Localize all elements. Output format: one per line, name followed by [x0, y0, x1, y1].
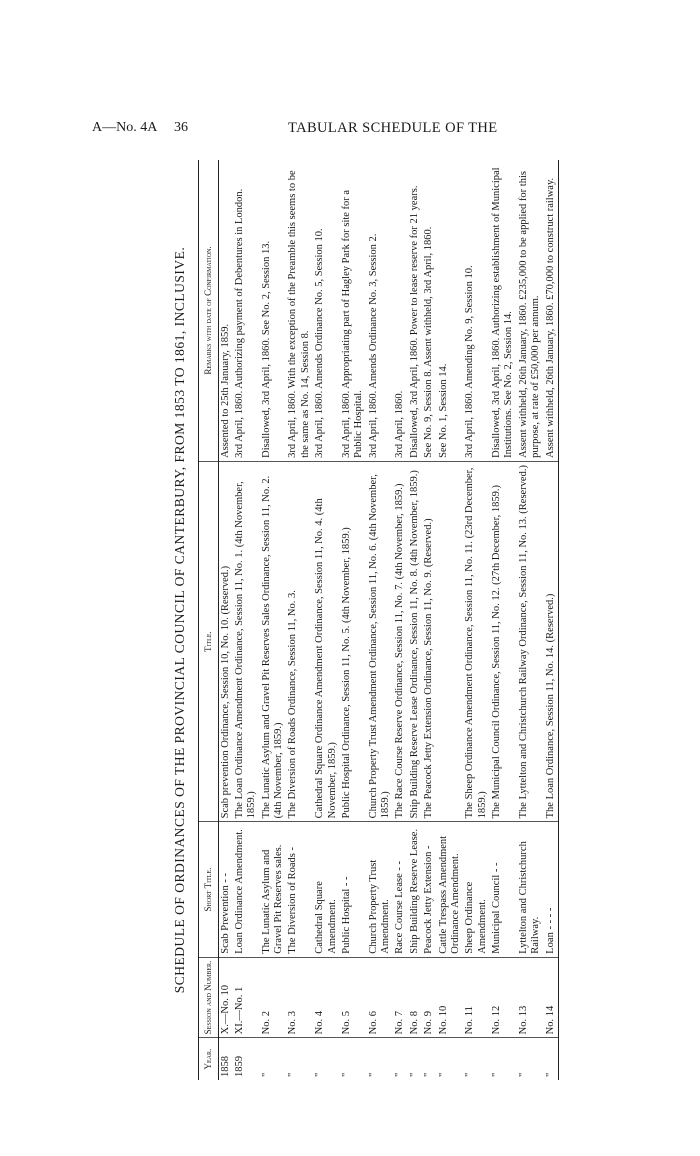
table-row — [340, 160, 367, 1080]
cell-remarks: See No. 9, Session 8. Assent withheld, 3rd April, 1860. — [422, 160, 436, 461]
cell-remarks: 3rd April, 1860. With the exception of the Preamble this seems to be the same as No. 14, Session 8. — [286, 160, 313, 461]
cell-remarks: 3rd April, 1860. Amends Ordinance No. 5, Session 10. — [313, 160, 340, 461]
cell-remarks: Disallowed, 3rd April, 1860. Power to lease reserve for 21 years. — [408, 160, 422, 461]
cell-year: " — [260, 1072, 272, 1077]
cell-session: No. 7 — [393, 957, 407, 1038]
cell-short-title: Church Property Trust Amendment. — [367, 822, 394, 957]
table-row — [517, 160, 544, 1080]
cell-title: The Municipal Council Ordinance, Session 11, No. 12. (27th December, 1859.) — [490, 461, 517, 821]
table-header-row — [199, 160, 219, 1080]
table-row — [463, 160, 490, 1080]
cell-year: " — [517, 1072, 529, 1077]
schedule-caption: SCHEDULE OF ORDINANCES OF THE PROVINCIAL COUNCIL OF CANTERBURY, FROM 1853 TO 1861, INCLUSIVE. — [172, 246, 187, 994]
table-row — [422, 160, 436, 1080]
cell-short-title: The Lunatic Asylum and Gravel Pit Reserves sales. — [260, 822, 287, 957]
cell-short-title: Scab Prevention - - — [218, 822, 233, 957]
cell-remarks: 3rd April, 1860. Amends Ordinance No. 3, Session 2. — [367, 160, 394, 461]
cell-session: No. 2 — [260, 957, 287, 1038]
cell-short-title: Peacock Jetty Extension - — [422, 822, 436, 957]
table-row — [393, 160, 407, 1080]
cell-remarks: Assent withheld, 26th January, 1860. £235,000 to be applied for this purpose, at rate of £50,000 per annum. — [517, 160, 544, 461]
cell-year: " — [423, 1072, 435, 1077]
cell-title: The Diversion of Roads Ordinance, Session 11, No. 3. — [286, 461, 313, 821]
cell-year: " — [437, 1072, 449, 1077]
col-title: Title. — [199, 461, 219, 821]
cell-year: " — [314, 1072, 326, 1077]
cell-year: " — [340, 1072, 352, 1077]
cell-title: The Peacock Jetty Extension Ordinance, Session 11, No. 9. (Reserved.) — [422, 461, 436, 821]
cell-short-title: The Diversion of Roads - — [286, 822, 313, 957]
cell-session: No. 6 — [367, 957, 394, 1038]
cell-title: Scab prevention Ordinance, Session 10, No. 10. (Reserved.) — [218, 461, 233, 821]
cell-session: No. 13 — [517, 957, 544, 1038]
cell-remarks: 3rd April, 1860. — [393, 160, 407, 461]
running-header — [92, 120, 604, 136]
table-row — [437, 160, 464, 1080]
table-row — [408, 160, 422, 1080]
cell-title: Public Hospital Ordinance, Session 11, No. 5. (4th November, 1859.) — [340, 461, 367, 821]
cell-session: XI.—No. 1 — [233, 957, 260, 1038]
cell-title: The Sheep Ordinance Amendment Ordinance, Session 11, No. 11. (23rd December, 1859.) — [463, 461, 490, 821]
cell-short-title: Municipal Council - - — [490, 822, 517, 957]
cell-title: The Race Course Reserve Ordinance, Session 11, No. 7. (4th November, 1859.) — [393, 461, 407, 821]
cell-year: " — [464, 1072, 476, 1077]
cell-year: 1859 — [233, 1056, 245, 1077]
cell-session: No. 10 — [437, 957, 464, 1038]
cell-title: Ship Building Reserve Lease Ordinance, Session 11, No. 8. (4th November, 1859.) — [408, 461, 422, 821]
cell-year: " — [394, 1072, 406, 1077]
cell-session: No. 4 — [313, 957, 340, 1038]
col-short-title: Short Title. — [199, 822, 219, 957]
cell-remarks: 3rd April, 1860. Authorizing payment of Debentures in London. — [233, 160, 260, 461]
cell-year: 1858 — [219, 1056, 231, 1077]
ordinance-schedule-table — [198, 160, 559, 1080]
cell-session: No. 3 — [286, 957, 313, 1038]
page-number: 36 — [174, 120, 188, 135]
cell-year: " — [287, 1072, 299, 1077]
cell-short-title: Loan Ordinance Amendment. — [233, 822, 260, 957]
cell-short-title: Cattle Trespass Amendment Ordinance Amendment. — [437, 822, 464, 957]
cell-title: Cathedral Square Ordinance Amendment Ordinance, Session 11, No. 4. (4th November, 1859.) — [313, 461, 340, 821]
cell-short-title: Sheep Ordinance Amendment. — [463, 822, 490, 957]
cell-remarks: 3rd April, 1860. Amending No. 9, Session 10. — [463, 160, 490, 461]
cell-remarks: 3rd April, 1860. Appropriating part of Hagley Park for site for a Public Hospital. — [340, 160, 367, 461]
cell-title — [437, 461, 464, 821]
cell-short-title: Loan - - - - — [544, 822, 559, 957]
table-row — [233, 160, 260, 1080]
cell-year: " — [544, 1038, 559, 1080]
table-row — [313, 160, 340, 1080]
cell-remarks: Disallowed, 3rd April, 1860. Authorizing establishment of Municipal Institutions. See No. 2, Session 14. — [490, 160, 517, 461]
cell-short-title: Ship Building Reserve Lease. — [408, 822, 422, 957]
table-body — [218, 160, 558, 1080]
cell-session: No. 5 — [340, 957, 367, 1038]
cell-session: No. 14 — [544, 957, 559, 1038]
table-row — [260, 160, 287, 1080]
col-year: Year. — [199, 1038, 219, 1080]
cell-short-title: Public Hospital - - — [340, 822, 367, 957]
cell-short-title: Lyttelton and Christchurch Railway. — [517, 822, 544, 957]
cell-short-title: Race Course Lease - - — [393, 822, 407, 957]
cell-remarks: Disallowed, 3rd April, 1860. See No. 2, Session 13. — [260, 160, 287, 461]
table-row — [544, 160, 559, 1080]
cell-remarks: See No. 1, Session 14. — [437, 160, 464, 461]
cell-year: " — [367, 1072, 379, 1077]
cell-session: No. 11 — [463, 957, 490, 1038]
cell-title: The Loan Ordinance, Session 11, No. 14. (Reserved.) — [544, 461, 559, 821]
cell-session: X.—No. 10 — [218, 957, 233, 1038]
cell-remarks: Assent withheld, 26th January, 1860. £70,000 to construct railway. — [544, 160, 559, 461]
table-row — [490, 160, 517, 1080]
cell-title: The Loan Ordinance Amendment Ordinance, Session 11, No. 1. (4th November, 1859.) — [233, 461, 260, 821]
cell-title: Church Property Trust Amendment Ordinance, Session 11, No. 6. (4th November, 1859.) — [367, 461, 394, 821]
table-row — [367, 160, 394, 1080]
table-row — [218, 160, 233, 1080]
cell-remarks: Assented to 25th January, 1859. — [218, 160, 233, 461]
table-row — [286, 160, 313, 1080]
cell-title: The Lyttelton and Christchurch Railway Ordinance, Session 11, No. 13. (Reserved.) — [517, 461, 544, 821]
rotated-schedule — [172, 160, 642, 1080]
cell-year: " — [408, 1072, 420, 1077]
cell-session: No. 9 — [422, 957, 436, 1038]
cell-title: The Lunatic Asylum and Gravel Pit Reserves Sales Ordinance, Session 11, No. 2. (4th November, 1859.) — [260, 461, 287, 821]
col-session: Session and Number. — [199, 957, 219, 1038]
cell-year: " — [491, 1072, 503, 1077]
col-remarks: Remarks with date of Confirmation. — [199, 160, 219, 461]
cell-short-title: Cathedral Square Amendment. — [313, 822, 340, 957]
cell-session: No. 12 — [490, 957, 517, 1038]
cell-session: No. 8 — [408, 957, 422, 1038]
document-reference: A—No. 4A — [92, 120, 158, 135]
running-title: TABULAR SCHEDULE OF THE — [288, 120, 498, 136]
